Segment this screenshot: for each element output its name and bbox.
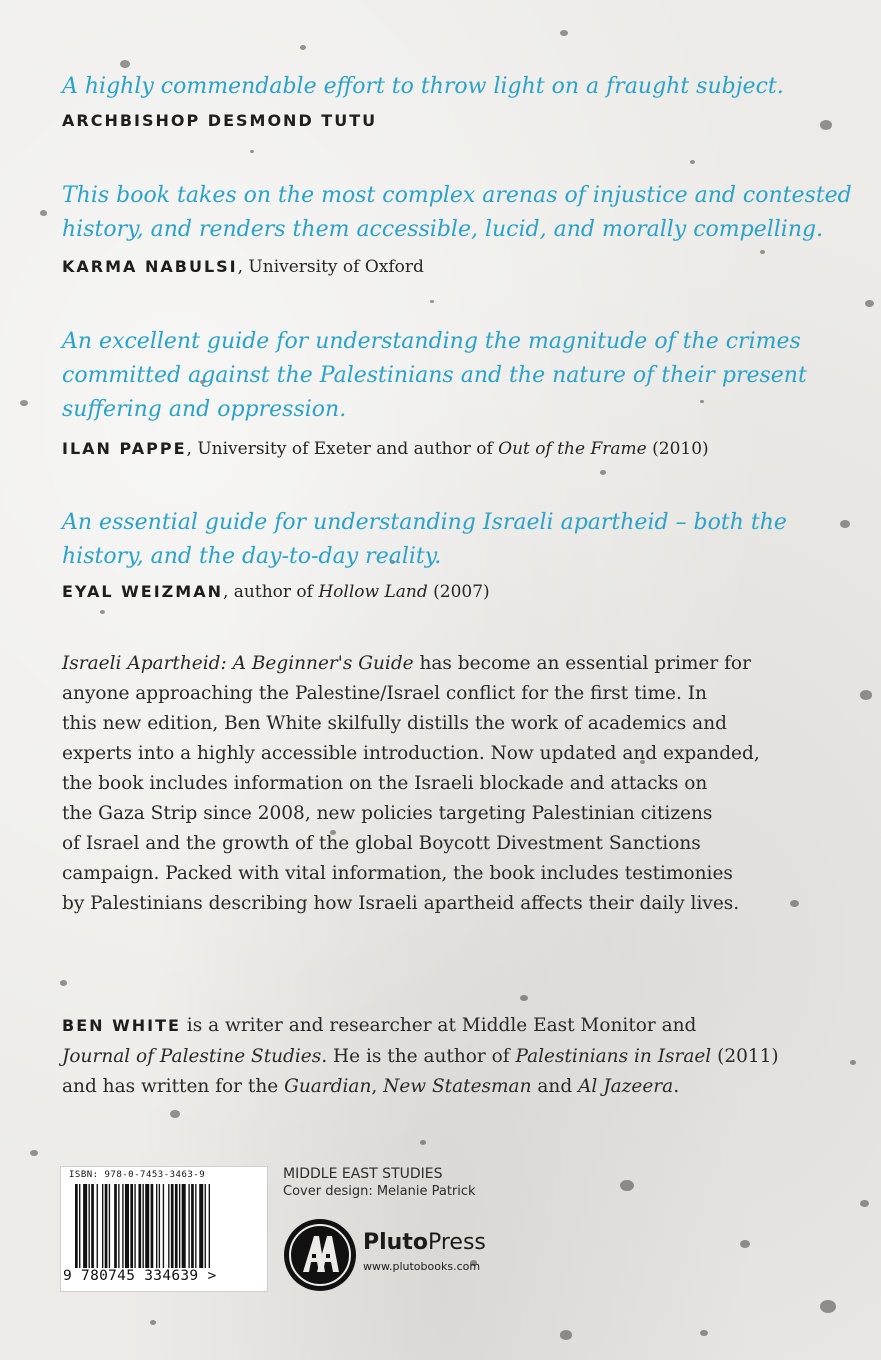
barcode-bar — [159, 1184, 160, 1268]
barcode-bar — [122, 1184, 123, 1268]
speck — [760, 250, 765, 254]
barcode-bar — [182, 1184, 186, 1268]
endorsement-attribution-weizman: EYAL WEIZMAN, author of Hollow Land (2007) — [62, 582, 490, 602]
barcode-bar — [130, 1184, 133, 1268]
endorsement-quote-weizman: An essential guide for understanding Israeli apartheid – both the history, and the day-to-day reality. — [62, 510, 787, 569]
barcode-bar — [191, 1184, 194, 1268]
barcode-bar — [199, 1184, 203, 1268]
endorser-name: KARMA NABULSI — [62, 257, 238, 276]
imprint-info — [283, 1166, 476, 1200]
speck — [865, 300, 874, 307]
barcode-bar — [163, 1184, 164, 1268]
speck — [170, 1110, 180, 1118]
speck — [300, 45, 306, 50]
barcode-bar — [91, 1184, 94, 1268]
barcode-bar — [75, 1184, 78, 1268]
endorsement-attribution-tutu — [62, 109, 852, 133]
series-label: MIDDLE EAST STUDIES — [283, 1166, 443, 1182]
speck — [740, 1240, 750, 1248]
barcode-bar — [79, 1184, 80, 1268]
speck — [560, 30, 568, 36]
isbn-label: ISBN: 978-0-7453-3463-9 — [69, 1170, 206, 1180]
speck — [150, 1320, 156, 1325]
barcode-bar — [105, 1184, 108, 1268]
book-title: Israeli Apartheid: A Beginner's Guide — [62, 653, 414, 674]
endorsement-quote-nabulsi: This book takes on the most complex arenas of injustice and contested history, and renders them accessible, lucid, and morally compelling. — [62, 183, 852, 242]
cover-design-credit: Cover design: Melanie Patrick — [283, 1184, 476, 1199]
speck — [600, 470, 606, 475]
book-title: Out of the Frame — [498, 439, 647, 459]
speck — [690, 160, 695, 164]
speck — [430, 300, 434, 303]
barcode-bar — [145, 1184, 149, 1268]
speck — [820, 1300, 836, 1313]
barcode-bar — [134, 1184, 135, 1268]
isbn-barcode — [60, 1166, 268, 1292]
publisher-logo — [281, 1216, 521, 1296]
endorsement-quote-tutu: A highly commendable effort to throw light on a fraught subject. — [62, 74, 784, 99]
speck — [860, 690, 872, 700]
endorser-name: EYAL WEIZMAN — [62, 582, 223, 601]
barcode-bar — [168, 1184, 169, 1268]
barcode-bar — [143, 1184, 144, 1268]
speck — [700, 1330, 708, 1336]
barcode-bar — [89, 1184, 90, 1268]
barcode-bar — [102, 1184, 103, 1268]
barcode-bar — [175, 1184, 178, 1268]
endorsement-attribution-pappe: ILAN PAPPE, University of Exeter and author of Out of the Frame (2010) — [62, 439, 709, 459]
speck — [30, 1150, 38, 1156]
endorser-affiliation: , University of Oxford — [237, 257, 424, 277]
speck — [20, 400, 28, 406]
endorsement-quote-pappe: An excellent guide for understanding the magnitude of the crimes committed against the Palestinians and the nature of their present suffering and oppression. — [62, 329, 807, 422]
author-bio: BEN WHITE is a writer and researcher at Middle East Monitor and Journal of Palestine Studies. He is the author of Palestinians in Israel (2011) and has written for the Guardian, New Statesman and Al Jazeera. — [62, 1015, 779, 1097]
isbn-digits: 9 780745 334639 > — [63, 1268, 217, 1284]
barcode-bar — [118, 1184, 119, 1268]
speck — [860, 1200, 869, 1207]
barcode-bar — [138, 1184, 141, 1268]
speck — [620, 1180, 634, 1191]
barcode-bars — [75, 1184, 253, 1268]
endorser-name: ILAN PAPPE — [62, 439, 187, 458]
barcode-bar — [125, 1184, 129, 1268]
barcode-bar — [205, 1184, 206, 1268]
speck — [120, 60, 130, 68]
speck — [520, 995, 528, 1001]
barcode-bar — [97, 1184, 98, 1268]
barcode-bar — [188, 1184, 189, 1268]
barcode-bar — [156, 1184, 157, 1268]
speck — [40, 210, 47, 216]
book-title: Hollow Land — [318, 582, 428, 602]
publisher-url: www.plutobooks.com — [363, 1260, 481, 1273]
barcode-bar — [83, 1184, 87, 1268]
barcode-bar — [114, 1184, 117, 1268]
barcode-bar — [109, 1184, 110, 1268]
barcode-bar — [195, 1184, 196, 1268]
speck — [420, 1140, 426, 1145]
speck — [560, 1330, 572, 1340]
publisher-name: PlutoPress — [363, 1230, 486, 1255]
author-name: BEN WHITE — [62, 1016, 181, 1035]
speck — [100, 610, 105, 614]
barcode-bar — [171, 1184, 174, 1268]
pluto-press-icon — [281, 1216, 359, 1294]
speck — [60, 980, 67, 986]
barcode-bar — [151, 1184, 154, 1268]
barcode-bar — [209, 1184, 210, 1268]
speck — [250, 150, 254, 153]
barcode-bar — [179, 1184, 180, 1268]
endorsement-attribution-nabulsi — [62, 255, 852, 279]
endorser-name: ARCHBISHOP DESMOND TUTU — [62, 111, 378, 130]
book-description: Israeli Apartheid: A Beginner's Guide has become an essential primer for anyone approaching the Palestine/Israel conflict for the first time. In this new edition, Ben White skilfully distills the work of academics and experts into a highly accessible introduction. Now updated and expanded, the book includes information on the Israeli blockade and attacks on the Gaza Strip since 2008, new policies targeting Palestinian citizens of Israel and the growth of the global Boycott Divestment Sanctions campaign. Packed with vital information, the book includes testimonies by Palestinians describing how Israeli apartheid affects their daily lives. — [62, 653, 760, 914]
